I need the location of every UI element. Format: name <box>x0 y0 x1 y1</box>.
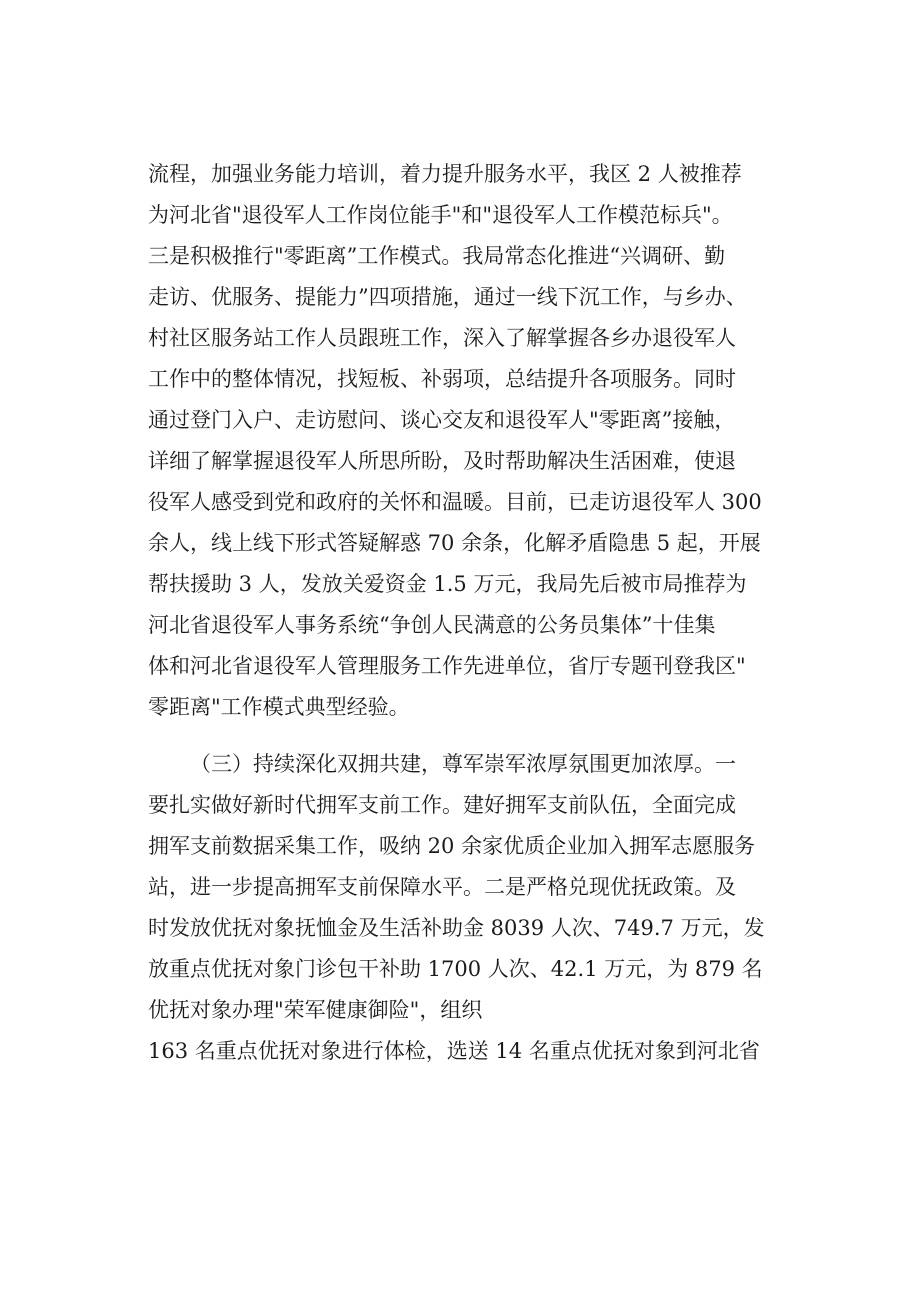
text-line: 要扎实做好新时代拥军支前工作。建好拥军支前队伍，全面完成 <box>148 793 736 817</box>
text-line: 通过登门入户、走访慰问、谈心交友和退役军人"零距离”接触， <box>148 408 736 432</box>
text-line: 体和河北省退役军人管理服务工作先进单位，省厅专题刊登我区" <box>148 654 746 678</box>
text-line: 详细了解掌握退役军人所思所盼，及时帮助解决生活困难，使退 <box>148 449 736 473</box>
text-line: 工作中的整体情况，找短板、补弱项，总结提升各项服务。同时 <box>148 367 736 391</box>
text-line: 为河北省"退役军人工作岗位能手"和"退役军人工作模范标兵"。 <box>148 203 733 227</box>
paragraph-heading-line: （三）持续深化双拥共建，尊军崇军浓厚氛围更加浓厚。一 <box>190 752 736 776</box>
text-line: 役军人感受到党和政府的关怀和温暖。目前，已走访退役军人 300 <box>148 490 762 514</box>
text-line: 流程，加强业务能力培训，着力提升服务水平，我区 2 人被推荐 <box>148 162 742 186</box>
text-line: 拥军支前数据采集工作，吸纳 20 余家优质企业加入拥军志愿服务 <box>148 834 756 858</box>
text-line: 帮扶援助 3 人，发放关爱资金 1.5 万元，我局先后被市局推荐为 <box>148 572 747 596</box>
text-line: 放重点优抚对象门诊包干补助 1700 人次、42.1 万元，为 879 名 <box>148 957 763 981</box>
text-line: 走访、优服务、提能力”四项措施，通过一线下沉工作，与乡办、 <box>148 285 747 309</box>
text-line: 余人，线上线下形式答疑解惑 70 余条，化解矛盾隐患 5 起，开展 <box>148 531 761 555</box>
text-line: 村社区服务站工作人员跟班工作，深入了解掌握各乡办退役军人 <box>148 326 736 350</box>
paragraph-gap <box>148 728 798 744</box>
document-body <box>148 154 798 1072</box>
text-line: 站，进一步提高拥军支前保障水平。二是严格兑现优抚政策。及 <box>148 875 736 899</box>
text-line: 优抚对象办理"荣军健康御险"，组织 <box>148 998 483 1022</box>
text-line: 河北省退役军人事务系统“争创人民满意的公务员集体”十佳集 <box>148 613 716 637</box>
text-line: 时发放优抚对象抚恤金及生活补助金 8039 人次、749.7 万元，发 <box>148 916 765 940</box>
text-line: 163 名重点优抚对象进行体检，选送 14 名重点优抚对象到河北省 <box>148 1039 760 1063</box>
text-line: 三是积极推行"零距离”工作模式。我局常态化推进“兴调研、勤 <box>148 244 726 268</box>
text-line: 零距离"工作模式典型经验。 <box>148 695 410 719</box>
